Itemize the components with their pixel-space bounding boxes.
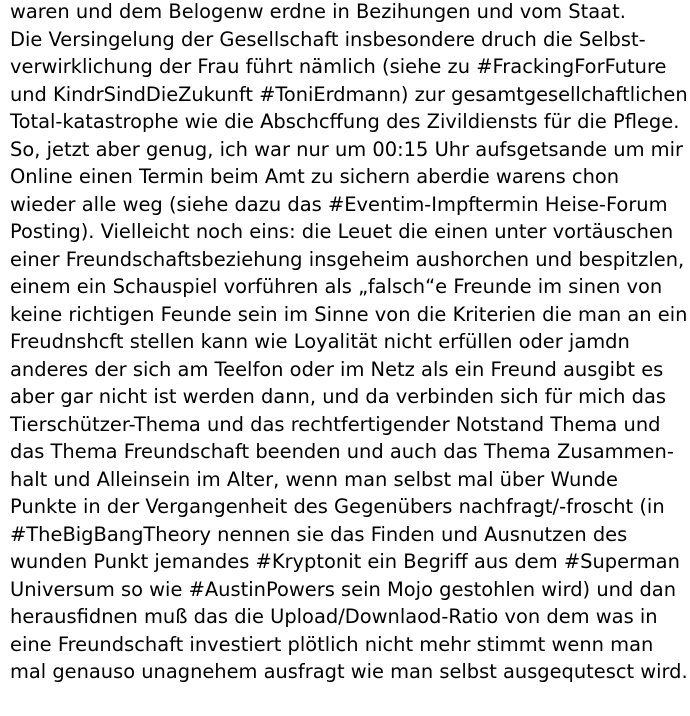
text-line: waren und dem Belogenw erdne in Bezihungen und vom Staat. [10, 0, 626, 23]
text-line: anderes der sich am Teelfon oder im Netz als ein Freund ausgibt es [10, 357, 664, 381]
text-line: mal genauso unagnehem ausfragt wie man selbst ausgequtesct wird. [10, 660, 688, 683]
text-line: herausfidnen muß das die Upload/Downlaod-Ratio von dem was in [10, 605, 658, 628]
text-line: #TheBigBangTheory nennen sie das Finden und Ausnutzen des [10, 522, 628, 546]
text-line: Universum so wie #AustinPowers sein Mojo gestohlen wird) und dan [10, 577, 677, 601]
text-line: und KindrSindDieZukunft #ToniErdmann) zur gesamtgesellchaftlichen [10, 82, 688, 106]
text-line: Tierschützer-Thema und das rechtfertigender Notstand Thema und [10, 412, 661, 436]
text-line: halt und Alleinsein im Alter, wenn man selbst mal über Wunde [10, 467, 618, 491]
text-line: wunden Punkt jemandes #Kryptonit ein Begriff aus dem #Superman [10, 550, 680, 573]
text-line: Posting). Vielleicht noch eins: die Leuet die einen unter vortäuschen [10, 220, 674, 243]
text-line: aber gar nicht ist werden dann, und da verbinden sich für mich das [10, 385, 667, 408]
text-line: einer Freundschaftsbeziehung insgeheim aushorchen und bespitzlen, [10, 247, 685, 271]
text-line: Total-katastrophe wie die Abschcffung des Zivildiensts für die Pflege. [10, 110, 680, 133]
text-line: So, jetzt aber genug, ich war nur um 00:15 Uhr aufsgetsande um mir [10, 137, 684, 161]
text-line: Online einen Termin beim Amt zu sichern aberdie warens chon [10, 165, 620, 188]
body-text [10, 0, 690, 686]
text-line: das Thema Freundschaft beenden und auch das Thema Zusammen- [10, 440, 674, 463]
text-line: wieder alle weg (siehe dazu das #Eventim-Impftermin Heise-Forum [10, 192, 668, 216]
text-line: eine Freundschaft investiert plötlich nicht mehr stimmt wenn man [10, 632, 654, 656]
text-line: verwirklichung der Frau führt nämlich (siehe zu #FrackingForFuture [10, 55, 667, 78]
text-line: Freudnshcft stellen kann wie Loyalität nicht erfüllen oder jamdn [10, 330, 630, 353]
text-line: Die Versingelung der Gesellschaft insbesondere druch die Selbst- [10, 27, 646, 51]
text-line: einem ein Schauspiel vorführen als „falsch“e Freunde im sinen von [10, 275, 663, 298]
text-line: keine richtigen Feunde sein im Sinne von die Kriterien die man an ein [10, 302, 688, 326]
text-line: Punkte in der Vergangenheit des Gegenübers nachfragt/-froscht (in [10, 495, 665, 518]
